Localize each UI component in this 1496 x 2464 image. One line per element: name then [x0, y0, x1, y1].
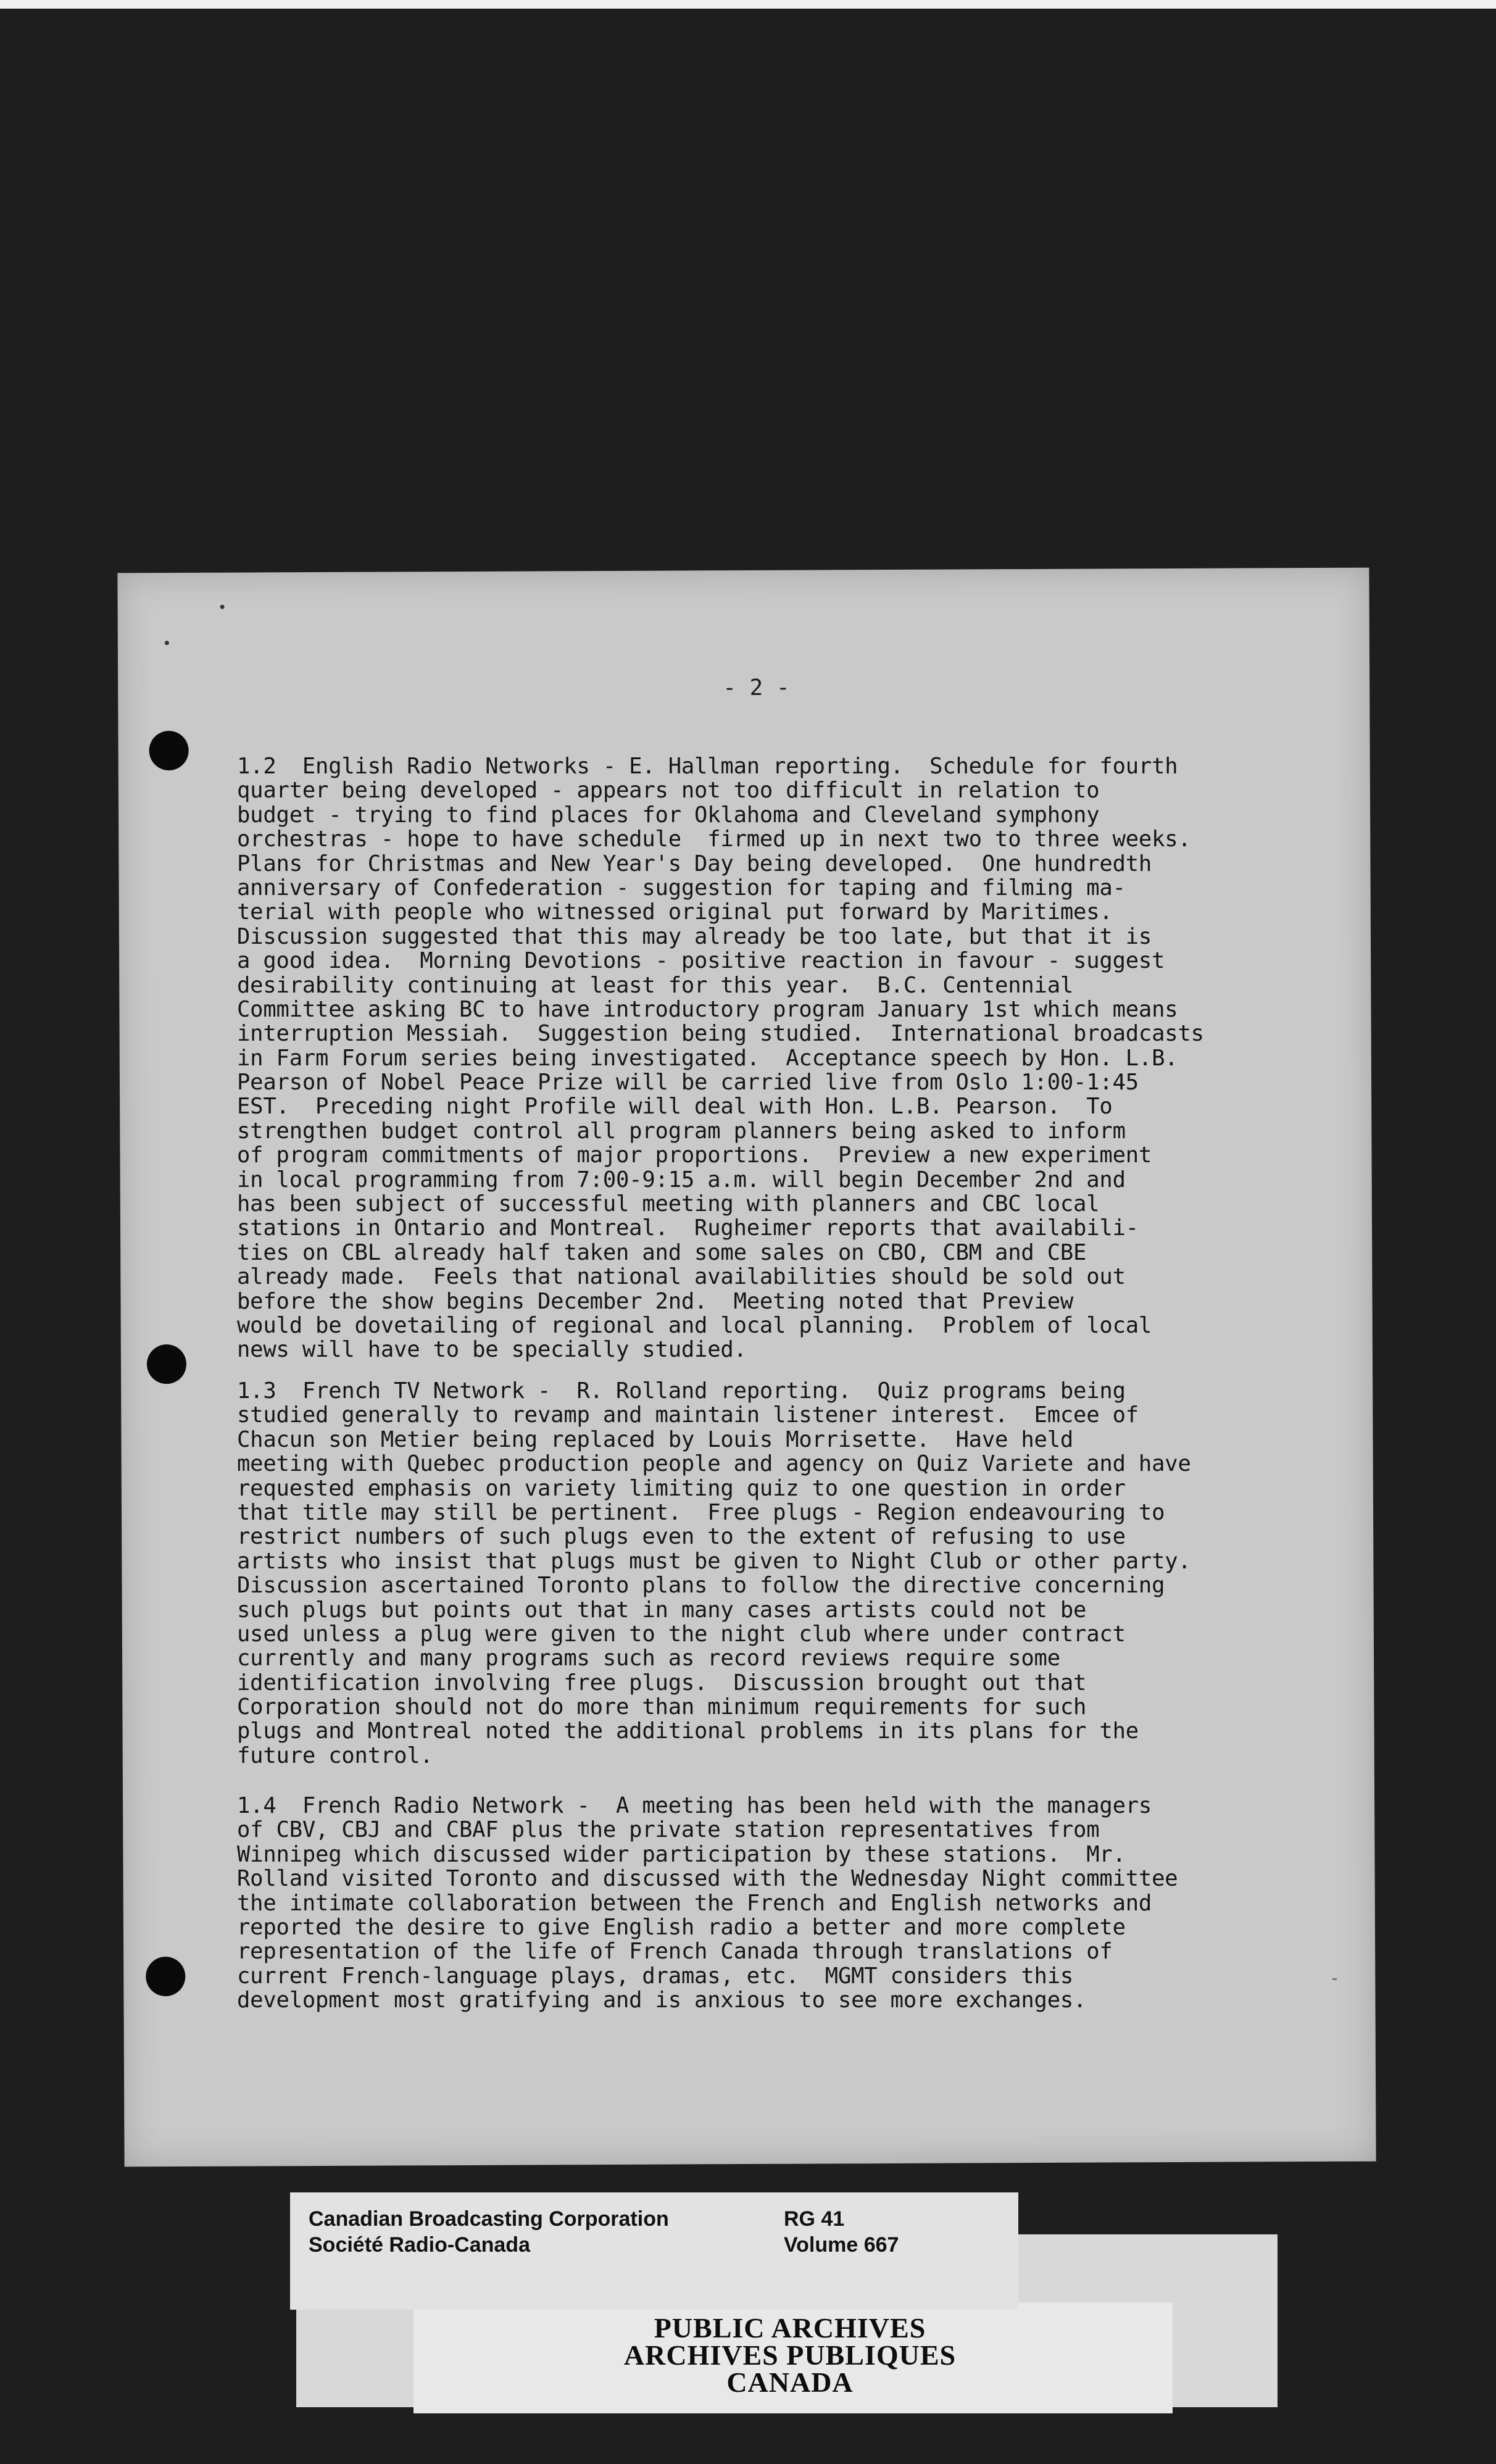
- text-line: stations in Ontario and Montreal. Rugheimer reports that availabili-: [237, 1215, 1139, 1241]
- org-name-en: Canadian Broadcasting Corporation: [309, 2207, 669, 2231]
- volume-number: Volume 667: [784, 2233, 899, 2257]
- text-line: in local programming from 7:00-9:15 a.m. will begin December 2nd and: [237, 1167, 1126, 1192]
- text-line: quarter being developed - appears not too difficult in relation to: [237, 778, 1100, 804]
- text-line: reported the desire to give English radio a better and more complete: [237, 1914, 1126, 1940]
- speck: [165, 641, 169, 645]
- text-line: ties on CBL already half taken and some sales on CBO, CBM and CBE: [237, 1239, 1087, 1265]
- text-line: desirability continuing at least for this year. B.C. Centennial: [237, 972, 1074, 998]
- text-line: artists who insist that plugs must be given to Night Club or other party.: [237, 1548, 1191, 1574]
- text-line: development most gratifying and is anxious to see more exchanges.: [237, 1987, 1087, 2013]
- text-line: plugs and Montreal noted the additional problems in its plans for the: [237, 1718, 1139, 1744]
- text-line: Pearson of Nobel Peace Prize will be carried live from Oslo 1:00-1:45: [237, 1070, 1139, 1096]
- punch-hole-middle: [147, 1344, 186, 1384]
- text-line: terial with people who witnessed original put forward by Maritimes.: [237, 899, 1113, 925]
- stamp-line-1: PUBLIC ARCHIVES: [654, 2312, 926, 2344]
- text-line: in Farm Forum series being investigated. Acceptance speech by Hon. L.B.: [237, 1045, 1178, 1071]
- text-line: studied generally to revamp and maintain listener interest. Emcee of: [237, 1402, 1139, 1428]
- text-line: requested emphasis on variety limiting quiz to one question in order: [237, 1475, 1126, 1501]
- text-line: before the show begins December 2nd. Meeting noted that Preview: [237, 1288, 1074, 1314]
- text-line: a good idea. Morning Devotions - positive reaction in favour - suggest: [237, 948, 1165, 974]
- speck: [220, 605, 225, 609]
- text-line: 1.4 French Radio Network - A meeting has been held with the managers: [237, 1793, 1152, 1818]
- org-name-fr: Société Radio-Canada: [309, 2233, 530, 2257]
- text-line: Corporation should not do more than minimum requirements for such: [237, 1694, 1087, 1720]
- text-line: news will have to be specially studied.: [237, 1337, 747, 1363]
- text-line: current French-language plays, dramas, etc. MGMT considers this: [237, 1963, 1074, 1989]
- text-line: 1.2 English Radio Networks - E. Hallman reporting. Schedule for fourth: [237, 754, 1178, 779]
- text-line: would be dovetailing of regional and local planning. Problem of local: [237, 1312, 1152, 1338]
- text-line: that title may still be pertinent. Free plugs - Region endeavouring to: [237, 1499, 1165, 1525]
- text-line: Committee asking BC to have introductory program January 1st which means: [237, 996, 1178, 1022]
- text-line: of program commitments of major proportions. Preview a new experiment: [237, 1143, 1152, 1168]
- text-line: used unless a plug were given to the night club where under contract: [237, 1621, 1126, 1647]
- text-line: Discussion ascertained Toronto plans to follow the directive concerning: [237, 1573, 1165, 1599]
- text-line: interruption Messiah. Suggestion being studied. International broadcasts: [237, 1021, 1204, 1047]
- text-line: budget - trying to find places for Oklahoma and Cleveland symphony: [237, 802, 1100, 828]
- paragraph-french-tv: [237, 1379, 1249, 1768]
- text-line: strengthen budget control all program planners being asked to inform: [237, 1118, 1126, 1144]
- stamp-line-3: CANADA: [726, 2366, 854, 2398]
- text-line: currently and many programs such as record reviews require some: [237, 1646, 1060, 1671]
- stamp-line-2: ARCHIVES PUBLIQUES: [623, 2339, 957, 2371]
- margin-mark: -: [1329, 1968, 1340, 1988]
- text-line: EST. Preceding night Profile will deal with Hon. L.B. Pearson. To: [237, 1094, 1113, 1120]
- archive-label: [290, 2192, 1018, 2310]
- text-line: already made. Feels that national availabilities should be sold out: [237, 1264, 1126, 1290]
- text-line: Rolland visited Toronto and discussed with the Wednesday Night committee: [237, 1866, 1178, 1892]
- text-line: Plans for Christmas and New Year's Day being developed. One hundredth: [237, 851, 1152, 876]
- text-line: identification involving free plugs. Discussion brought out that: [237, 1670, 1087, 1696]
- punch-hole-top: [149, 731, 188, 770]
- paragraph-english-radio: [237, 754, 1249, 1362]
- text-line: orchestras - hope to have schedule firmed up in next two to three weeks.: [237, 826, 1191, 852]
- text-line: anniversary of Confederation - suggestion for taping and filming ma-: [237, 875, 1126, 901]
- text-line: 1.3 French TV Network - R. Rolland reporting. Quiz programs being: [237, 1378, 1126, 1404]
- text-line: such plugs but points out that in many cases artists could not be: [237, 1597, 1087, 1623]
- punch-hole-bottom: [146, 1957, 185, 1996]
- text-line: Winnipeg which discussed wider participation by these stations. Mr.: [237, 1841, 1126, 1867]
- text-line: restrict numbers of such plugs even to the extent of refusing to use: [237, 1524, 1126, 1550]
- text-line: Chacun son Metier being replaced by Louis Morrisette. Have held: [237, 1426, 1074, 1452]
- text-line: Discussion suggested that this may already be too late, but that it is: [237, 923, 1152, 949]
- text-line: has been subject of successful meeting with planners and CBC local: [237, 1191, 1100, 1217]
- page-number: - 2 -: [723, 675, 790, 701]
- record-group: RG 41: [784, 2207, 845, 2231]
- scan-edge: [0, 0, 1496, 9]
- archive-stamp: [537, 2312, 1043, 2398]
- text-line: representation of the life of French Canada through translations of: [237, 1939, 1113, 1965]
- text-line: of CBV, CBJ and CBAF plus the private station representatives from: [237, 1817, 1100, 1843]
- text-line: future control.: [237, 1742, 433, 1768]
- text-line: the intimate collaboration between the French and English networks and: [237, 1890, 1152, 1916]
- paragraph-french-radio: [237, 1794, 1249, 2013]
- text-line: meeting with Quebec production people and agency on Quiz Variete and have: [237, 1451, 1191, 1477]
